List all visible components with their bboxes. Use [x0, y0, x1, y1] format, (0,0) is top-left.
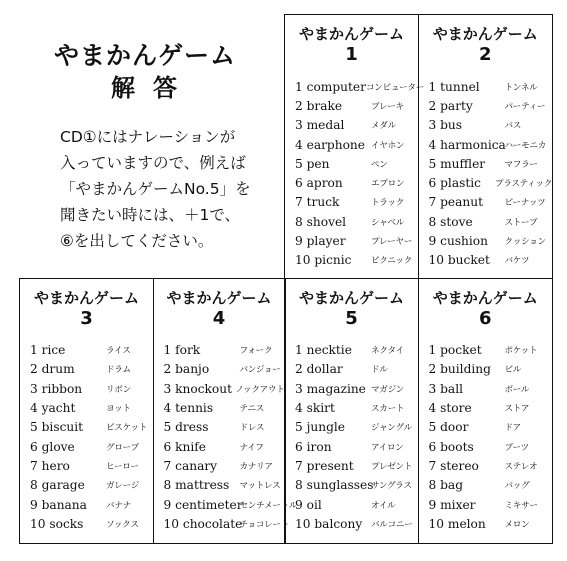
word-row	[154, 495, 298, 514]
katakana-word: エプロン	[371, 179, 405, 190]
word-row	[285, 154, 418, 173]
english-word: 1 fork	[163, 343, 201, 358]
katakana-word: バッグ	[504, 481, 530, 492]
english-word: 3 bus	[428, 118, 463, 133]
katakana-word: プレゼント	[371, 461, 413, 472]
note-line: CD①にはナレーションが	[60, 128, 236, 146]
katakana-word: ガレージ	[106, 481, 140, 492]
katakana-word: リボン	[106, 384, 131, 395]
game-title: やまかんゲーム	[33, 288, 139, 307]
word-row	[154, 379, 285, 398]
english-word: 8 shovel	[295, 214, 347, 229]
katakana-word: ドラム	[106, 365, 131, 376]
game-title: やまかんゲーム	[298, 288, 404, 307]
katakana-word: バンジョー	[239, 365, 281, 376]
word-row	[419, 116, 553, 135]
word-row	[154, 360, 285, 379]
word-row	[419, 77, 553, 96]
game-number: 5	[345, 307, 358, 329]
english-word: 10 chocolate	[163, 516, 243, 531]
katakana-word: ビル	[504, 365, 522, 376]
katakana-word: ドレス	[239, 423, 265, 434]
word-row	[419, 341, 553, 360]
english-word: 6 iron	[295, 439, 332, 454]
english-word: 6 boots	[428, 439, 474, 454]
english-word: 3 ribbon	[30, 381, 83, 396]
game-box	[19, 278, 154, 544]
english-word: 8 bag	[428, 478, 463, 493]
word-row	[419, 212, 553, 231]
katakana-word: ドル	[371, 365, 388, 376]
english-word: 10 bucket	[428, 253, 490, 268]
katakana-word: スカート	[371, 404, 405, 415]
katakana-word: テニス	[239, 404, 265, 415]
word-row	[285, 379, 418, 398]
katakana-word: ピクニック	[371, 256, 412, 267]
katakana-word: カナリア	[239, 461, 273, 472]
english-word: 1 rice	[30, 343, 66, 358]
word-row	[285, 173, 418, 192]
word-row	[285, 251, 418, 270]
katakana-word: ノックアウト	[235, 384, 285, 395]
katakana-word: シャベル	[371, 217, 405, 228]
word-row	[20, 495, 153, 514]
word-row	[154, 476, 285, 495]
katakana-word: ピーナッツ	[504, 198, 546, 209]
game-box-header	[154, 289, 285, 331]
katakana-word: ポケット	[504, 346, 538, 357]
game-box-header	[285, 289, 418, 331]
word-row	[419, 231, 553, 250]
word-row	[285, 398, 418, 417]
word-row	[285, 96, 418, 115]
katakana-word: センチメートル	[239, 500, 298, 511]
english-word: 5 pen	[295, 156, 330, 171]
english-word: 7 canary	[163, 458, 218, 473]
word-list	[20, 341, 153, 534]
english-word: 10 balcony	[295, 516, 363, 531]
game-number: 2	[478, 44, 492, 65]
word-row	[285, 437, 418, 456]
page-subtitle: 解答	[111, 74, 195, 102]
word-row	[154, 456, 285, 475]
english-word: 9 player	[295, 234, 346, 249]
english-word: 1 tunnel	[428, 79, 480, 94]
instruction-note	[60, 124, 275, 254]
english-word: 7 stereo	[428, 458, 479, 473]
game-title: やまかんゲーム	[432, 288, 538, 307]
english-word: 5 muffler	[428, 156, 486, 171]
word-row	[20, 437, 153, 456]
katakana-word: ストーブ	[504, 217, 538, 228]
answer-header	[20, 40, 270, 104]
katakana-word: トンネル	[504, 82, 538, 93]
english-word: 3 magazine	[295, 381, 366, 396]
english-word: 9 banana	[30, 497, 87, 512]
word-list	[419, 77, 553, 270]
word-row	[285, 116, 418, 135]
english-word: 5 door	[428, 420, 469, 435]
katakana-word: バケツ	[504, 256, 530, 267]
game-number: 4	[212, 307, 226, 329]
word-row	[285, 495, 418, 514]
katakana-word: マガジン	[371, 384, 404, 395]
katakana-word: ジャングル	[371, 423, 412, 434]
word-list	[285, 341, 418, 534]
english-word: 3 medal	[295, 118, 345, 133]
game-title: やまかんゲーム	[298, 25, 404, 43]
word-row	[285, 514, 418, 533]
word-list	[154, 341, 298, 534]
word-row	[419, 495, 553, 514]
english-word: 4 harmonica	[428, 137, 506, 152]
note-line: 入っていますので、例えば	[60, 154, 246, 172]
katakana-word: グローブ	[106, 442, 139, 453]
english-word: 6 apron	[295, 176, 343, 191]
word-row	[419, 154, 553, 173]
english-word: 2 building	[428, 362, 491, 377]
english-word: 5 dress	[163, 420, 209, 435]
word-row	[419, 135, 553, 154]
word-row	[419, 173, 553, 192]
word-row	[20, 379, 153, 398]
katakana-word: ライス	[106, 346, 131, 357]
game-title: やまかんゲーム	[432, 25, 538, 43]
game-box-header	[285, 25, 418, 67]
english-word: 7 hero	[30, 458, 70, 473]
katakana-word: ステレオ	[504, 461, 538, 472]
word-list	[419, 341, 553, 534]
english-word: 4 skirt	[295, 401, 335, 416]
word-row	[154, 341, 285, 360]
katakana-word: マットレス	[239, 481, 281, 492]
english-word: 1 necktie	[295, 343, 352, 358]
katakana-word: ストア	[504, 404, 530, 415]
note-line: ⑥を出してください。	[60, 232, 214, 250]
english-word: 7 truck	[295, 195, 340, 210]
katakana-word: チョコレート	[239, 519, 290, 530]
katakana-word: ミキサー	[504, 500, 538, 511]
katakana-word: ボール	[504, 384, 530, 395]
word-row	[154, 514, 290, 533]
katakana-word: メダル	[371, 121, 396, 132]
katakana-word: ビスケット	[106, 423, 148, 434]
word-row	[419, 398, 553, 417]
english-word: 1 pocket	[428, 343, 482, 358]
game-box	[153, 278, 298, 544]
english-word: 10 picnic	[295, 253, 352, 268]
katakana-word: バルコニー	[371, 519, 413, 530]
katakana-word: プラスティック	[495, 179, 552, 190]
word-row	[285, 418, 418, 437]
katakana-word: マフラー	[504, 159, 538, 170]
game-box-header	[419, 25, 553, 67]
katakana-word: バス	[504, 121, 522, 132]
word-row	[20, 398, 153, 417]
english-word: 3 ball	[428, 381, 463, 396]
word-row	[20, 418, 153, 437]
english-word: 2 brake	[295, 98, 343, 113]
english-word: 9 centimeter	[163, 497, 243, 512]
english-word: 8 mattress	[163, 478, 230, 493]
english-word: 10 socks	[30, 516, 84, 531]
english-word: 6 plastic	[428, 176, 481, 191]
katakana-word: ドア	[504, 423, 521, 434]
katakana-word: コンピューター	[365, 82, 424, 93]
katakana-word: ネクタイ	[371, 346, 404, 357]
english-word: 7 present	[295, 458, 354, 473]
word-row	[154, 398, 285, 417]
katakana-word: サングラス	[371, 481, 412, 492]
english-word: 7 peanut	[428, 195, 484, 210]
word-row	[419, 456, 553, 475]
katakana-word: メロン	[504, 519, 530, 530]
english-word: 5 jungle	[295, 420, 346, 435]
word-row	[285, 476, 418, 495]
note-line: 「やまかんゲームNo.5」を	[60, 180, 251, 198]
katakana-word: ヒーロー	[106, 461, 139, 472]
english-word: 8 garage	[30, 478, 85, 493]
english-word: 2 drum	[30, 362, 75, 377]
english-word: 4 store	[428, 401, 472, 416]
katakana-word: ハーモニカ	[504, 140, 546, 151]
game-number: 3	[80, 307, 93, 329]
word-row	[285, 231, 418, 250]
word-row	[419, 193, 553, 212]
word-list	[285, 77, 424, 270]
word-row	[20, 341, 153, 360]
word-row	[285, 341, 418, 360]
katakana-word: トラック	[371, 198, 405, 209]
game-box	[284, 14, 424, 279]
english-word: 4 tennis	[163, 401, 214, 416]
note-line: 聞きたい時には、＋1で、	[60, 206, 241, 224]
katakana-word: フォーク	[239, 346, 273, 357]
english-word: 2 dollar	[295, 362, 343, 377]
game-box	[418, 14, 554, 279]
english-word: 9 mixer	[428, 497, 476, 512]
katakana-word: プレーヤー	[371, 237, 413, 248]
word-row	[285, 135, 418, 154]
word-row	[419, 437, 553, 456]
katakana-word: クッション	[504, 237, 546, 248]
word-row	[419, 514, 553, 533]
katakana-word: オイル	[371, 500, 396, 511]
katakana-word: イヤホン	[371, 140, 405, 151]
word-row	[285, 212, 418, 231]
word-row	[154, 418, 285, 437]
word-row	[285, 456, 418, 475]
katakana-word: ブーツ	[504, 442, 529, 453]
game-box-header	[20, 289, 153, 331]
english-word: 5 biscuit	[30, 420, 84, 435]
katakana-word: ヨット	[106, 404, 131, 415]
word-row	[285, 77, 424, 96]
game-box-header	[419, 289, 553, 331]
english-word: 1 computer	[295, 79, 366, 94]
word-row	[20, 360, 153, 379]
word-row	[419, 379, 553, 398]
word-row	[285, 360, 418, 379]
english-word: 9 oil	[295, 497, 322, 512]
word-row	[419, 251, 553, 270]
game-number: 1	[345, 44, 358, 65]
word-row	[419, 476, 553, 495]
page-title: やまかんゲーム	[53, 41, 236, 70]
katakana-word: ナイフ	[239, 442, 264, 453]
english-word: 3 knockout	[163, 381, 232, 396]
english-word: 2 banjo	[163, 362, 210, 377]
english-word: 4 yacht	[30, 401, 76, 416]
english-word: 6 knife	[163, 439, 206, 454]
word-row	[20, 476, 153, 495]
word-row	[154, 437, 285, 456]
word-row	[285, 193, 418, 212]
katakana-word: ペン	[371, 159, 388, 170]
english-word: 9 cushion	[428, 234, 488, 249]
katakana-word: ブレーキ	[371, 101, 404, 112]
english-word: 2 party	[428, 98, 473, 113]
english-word: 8 stove	[428, 214, 473, 229]
english-word: 6 glove	[30, 439, 75, 454]
game-title: やまかんゲーム	[166, 288, 272, 307]
word-row	[419, 96, 553, 115]
english-word: 4 earphone	[295, 137, 365, 152]
katakana-word: アイロン	[371, 442, 404, 453]
katakana-word: バナナ	[106, 500, 131, 511]
katakana-word: パーティー	[504, 101, 546, 112]
word-row	[20, 456, 153, 475]
game-box	[418, 278, 554, 544]
word-row	[20, 514, 153, 533]
game-number: 6	[478, 307, 492, 329]
english-word: 8 sunglasses	[295, 478, 374, 493]
english-word: 10 melon	[428, 516, 486, 531]
game-box	[284, 278, 419, 544]
katakana-word: ソックス	[106, 519, 139, 530]
word-row	[419, 360, 553, 379]
word-row	[419, 418, 553, 437]
